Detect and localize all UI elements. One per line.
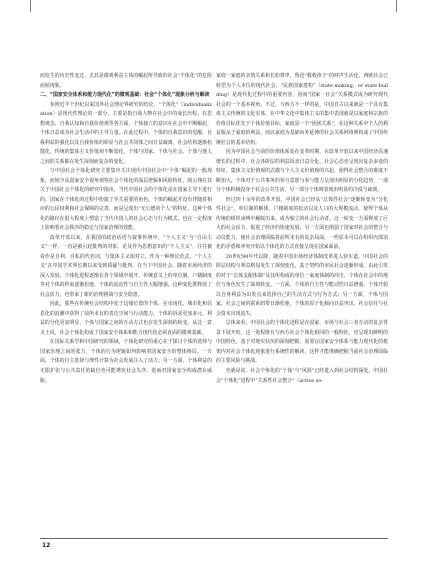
paragraph: 也就是说，社会个体化的“个体”与“风险”已经进入到社会结构深处，中国社会“个体化”进程中“关系性社会整合”（active so- — [216, 367, 388, 384]
section-heading: 二、“国家安全体系和能力现代化”的微观基础：社会“个体化”现象分析与解读 — [40, 92, 210, 99]
paragraph: 与中国社会个体化研究主要集中关注现代中国社会中“个体”崛起的一般现象，而较少从国家安全视角观察社会个体化的深层逻辑和风险特征。阎云翔在其关于中国社会个体化的研究中指出，当代中国社会的个体化是在国家主导下进行的，国家在个体化的过程中扮演了至关重要的角色，个体的崛起并没有伴随着相应的公民权利和社会保障的完善，而是呈现出“无公德的个人”的特征，这种个体化的路径在很大程度上塑造了当代中国人的社会心态与行为模式，也在一定程度上影响着社会秩序的稳定与国家治理的效能。 — [40, 168, 212, 232]
paragraph: 在国际关系学和中国研究的领域，个体化研究的重心在于探讨个体的选择与国家治理之间的张力，个体的行为逻辑如何影响着国家安全的整体格局。一方面，个体的自主选择与理性计算为社会发展注入了活力；另一方面，个体利益的无限扩张与公共责任的缺位也可能诱发社会失序，进而对国家安全构成潜在威胁。 — [40, 339, 212, 384]
paragraph: 总体来看，中国社会的个体化进程是在国家、市场与社会三者互动的复杂背景下展开的，这一进程既有与西方社会个体化相同的一般特征，也呈现出鲜明的中国特色。基于对现实状况的深刻把握，需要在国家安全体系与能力现代化的框架内对社会个体化现象进行系统性的解读，这样才能准确把握当前社会治理面临的主要风险与挑战。 — [216, 320, 388, 365]
crop-mark-left — [30, 0, 31, 12]
paragraph: 20世纪90年代以降，随着中国市场经济体制改革进入快车道，中国社会的阶层结构与利益格局发生了深刻变化，基于契约的市民社会逐渐形成，由此引发的对于“总体支配体制”及其所构成的单位一家庭体制的冲击，个体在社会中的地位与角色发生了深刻转变。一方面，个体的自主性与能动性日益增强，个体开始以自身利益为出发点来选择自己的生活方式与行为方式；另一方面，个体与国家、社会之间的联系纽带日渐松弛，个体的原子化倾向日益突出，社会信任与社会资本出现流失。 — [216, 253, 388, 317]
paragraph: 经过四十余年的改革开放，中国社会已经从“总体性社会”逐渐转变为“分化性社会”，单位制的解体、户籍制度的松动以及人口的大规模流动，使得个体从传统的组织束缚中解脱出来，成为独立的社会行动者。这一转变一方面释放了巨大的社会活力，促进了经济的快速发展；另一方面也削弱了国家对社会的整合与动员能力，使社会治理面临着前所未有的复杂局面，一些原本可以在组织内部消化的矛盾和冲突开始以个体化的方式直接呈现在国家面前。 — [216, 196, 388, 251]
paragraph: 因为中国社会当前的价值体系处在变革时期，在改革开放以来中国经济高速增长的过程中，社会各阶层的利益诉求日益分化，社会心态也呈现出复杂多变的特征。集体主义价值观的式微与个人主义价值观的兴起，使得社会整合的难度不断加大，个体对于公共事务的参与意愿与参与能力呈现出明显的分化趋势，一部分个体积极投身于社会公共生活，另一部分个体则表现出明显的冷漠与疏离。 — [216, 149, 388, 194]
paragraph: 家庭一家庭的亲情关系和长幼尊卑。鲁迅“救救孩子”的呼声生活化，西欧社会已转型为个人本位的现代社会，“民族国家建构”（state making，or state building）是现代化过程中的重要内容，因而“国家一社会”关系模式成为研究现代社会的一个基本视角。不过，与西方不一样的是，中国自古以来就是一个具有集体主义传统的文化实体，在中华文化中集体主义的集中表现就是以家庭和宗族的价值目标优先于个体价值目标，家庭是一个“团团关系”，在这种关系中个人的利益服从于家庭的利益，而以家庭为基础向外延伸的社会关系网络则构成了中国传统社会的基本结构。 — [216, 73, 388, 146]
left-column — [40, 72, 212, 386]
right-column — [216, 72, 388, 386]
crop-mark-right — [396, 0, 397, 12]
paragraph: 参照近半个世纪以来国外社会理论界研究的结论，“个体化”（individualization）是现代性理论的一部分，主要是指自我人物在社会中的成长历程。在思想观念、自我认知和自我价值观等各方面，个体独立的意识在社会中不断崛起，个体日益成为社会生活中的主导力量。在此过程中，个体的自我意识的觉醒、自我利益的强化以及自我价值的彰显与社会共同体之间日益疏离，社会结构逐渐松散化，传统的集体主义价值观不断弱化，个体与国家、个体与社会、个体与他人之间的关系都在发生深刻而复杂的变化。 — [40, 101, 212, 165]
page-number: 12 — [42, 542, 51, 549]
paragraph: 而发生的历史性变迁，尤其是微观利益主体的崛起所导致的社会“个体化”的危险症候现象。 — [40, 73, 212, 89]
paragraph: 改革开放以来，在我国的政治话语与叙事传统中，“个人主义”与“自由主义”一样，一直是被引起批判的对象。论及作为思想意识的“个人主义”，往往被看作是自利、自私的代名词，与集体主义相对立。作为一种理论范式，“个人主义”在中国学术界长期以来受到质疑与批判，在当下中国社会，随着市场经济的深入发展，个体化进程逐渐在各个领域中展开，传统意义上的单位制、户籍制度等对个体的约束逐渐松弛，个体的流动性与自主性大幅增强，这种变化既释放了社会活力，也带来了新的治理挑战与安全隐患。 — [40, 234, 212, 298]
paragraph: 因此，那些在传统社会结构中处于边缘位置的个体，在市场化、城市化和信息化的浪潮中获得了前所未有的表达空间与行动能力，个体的诉求更加多元，利益的分化更加明显，个体与国家之间的互动方式也在发生深刻的转变。从这一意义上说，社会个体化构成了国家安全体系和能力现代化必须直面的微观基础。 — [40, 301, 212, 336]
footer-rule — [40, 538, 388, 539]
